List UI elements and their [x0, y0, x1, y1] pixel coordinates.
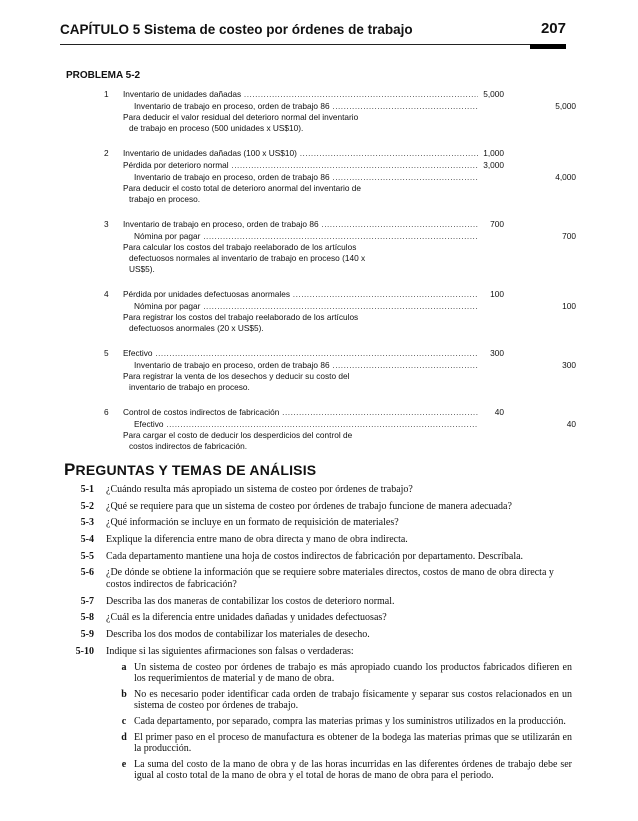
entry-explanation: [66, 430, 383, 452]
journal-line: [66, 230, 576, 242]
account-name: Pérdida por unidades defectuosas anormales .....: [123, 288, 478, 300]
account-name: Control de costos indirectos de fabricación .....: [123, 406, 478, 418]
questions-title-rest: REGUNTAS Y TEMAS DE ANÁLISIS: [75, 462, 317, 478]
question-number: 5-1: [80, 484, 94, 495]
debit-amount: 1,000: [483, 148, 504, 158]
explanation-line: Para cargar el costo de deducir los desperdicios del control de: [123, 430, 353, 440]
question-item: [62, 612, 572, 624]
entry-explanation: [66, 112, 383, 134]
journal-line: [66, 147, 576, 159]
journal-entry: [66, 218, 576, 275]
question-text: Describa las dos maneras de contabilizar los costos de deterioro normal.: [106, 595, 395, 607]
question-item: [62, 484, 572, 496]
explanation-line: Para deducir el costo total de deterioro anormal del inventario de: [123, 183, 361, 193]
question-number: 5-4: [80, 534, 94, 546]
statement-letter: a: [121, 662, 127, 674]
credit-amount: 40: [566, 419, 576, 429]
debit-amount: 40: [494, 407, 504, 417]
question-number: 5-9: [80, 629, 94, 640]
question-item: [62, 517, 572, 529]
questions-title-initial: P: [64, 460, 76, 479]
journal-line: [66, 100, 576, 112]
explanation-line: trabajo en proceso.: [129, 194, 201, 204]
question-number: 5-6: [80, 567, 94, 579]
account-name: Inventario de unidades dañadas (100 x US$10) .....: [123, 147, 478, 159]
statement-text: Un sistema de costeo por órdenes de trabajo es más apropiado cuando los productos fabricados difieren en los requerimientos de material y de mano de obra.: [134, 662, 572, 685]
statement-text: No es necesario poder identificar cada orden de trabajo físicamente y separar sus costos relacionados en un sistema de costeo por órdenes de trabajo.: [134, 689, 572, 712]
questions-section-title: [64, 460, 316, 480]
question-number: 5-3: [80, 517, 94, 529]
question-text: Indique si las siguientes afirmaciones son falsas o verdaderas:: [106, 645, 354, 657]
question-number: 5-5: [80, 550, 94, 562]
explanation-line: defectuosos anormales (20 x US$5).: [129, 323, 264, 333]
journal-line: [66, 218, 576, 230]
question-item: [62, 501, 572, 513]
page-header: [60, 20, 566, 60]
entry-explanation: [66, 312, 383, 334]
journal-entry: [66, 88, 576, 134]
question-number: 5-7: [80, 595, 94, 607]
journal-line: [66, 359, 576, 371]
entry-number: 1: [104, 89, 109, 99]
entry-number: 3: [104, 219, 109, 229]
question-text: Explique la diferencia entre mano de obra directa y mano de obra indirecta.: [106, 534, 408, 546]
explanation-line: costos indirectos de fabricación.: [129, 441, 248, 451]
journal-entry: [66, 147, 576, 205]
journal-entries: [66, 88, 576, 465]
debit-amount: 5,000: [483, 89, 504, 99]
question-item: [62, 629, 572, 641]
account-name: Nómina por pagar .....: [134, 230, 478, 242]
entry-number: 5: [104, 348, 109, 358]
credit-amount: 700: [562, 231, 576, 241]
debit-amount: 700: [490, 219, 504, 229]
journal-entry: [66, 347, 576, 393]
explanation-line: inventario de trabajo en proceso.: [129, 382, 250, 392]
credit-amount: 300: [562, 360, 576, 370]
statement-letter: c: [121, 716, 127, 728]
account-name: Efectivo .....: [123, 347, 478, 359]
account-name: Inventario de trabajo en proceso, orden de trabajo 86 .....: [123, 218, 478, 230]
question-number: 5-10: [75, 645, 94, 657]
question-text: Cada departamento mantiene una hoja de costos indirectos de fabricación por departamento. Descríbala.: [106, 550, 524, 562]
debit-amount: 100: [490, 289, 504, 299]
question-number: 5-8: [80, 612, 94, 624]
question-number: 5-2: [80, 500, 94, 512]
statement-item: [62, 732, 572, 754]
question-item: [62, 567, 572, 590]
question-item: [62, 596, 572, 608]
statement-letter: b: [121, 689, 127, 701]
statement-item: [62, 689, 572, 711]
credit-amount: 100: [562, 301, 576, 311]
account-name: Pérdida por deterioro normal .....: [123, 159, 478, 171]
account-name: Inventario de trabajo en proceso, orden de trabajo 86 .....: [134, 100, 478, 112]
statement-text: La suma del costo de la mano de obra y de las horas incurridas en las diferentes órdenes de trabajo debe ser igual al costo total de la mano de obra y el total de horas de mano de obra para el periodo.: [134, 759, 572, 782]
credit-amount: 5,000: [555, 101, 576, 111]
header-bar: [530, 44, 566, 49]
entry-number: 6: [104, 407, 109, 417]
account-name: Efectivo .....: [134, 418, 478, 430]
questions-list: [62, 484, 572, 786]
journal-line: [66, 300, 576, 312]
statement-text: Cada departamento, por separado, compra las materias primas y los suministros utilizados en la producción.: [134, 716, 566, 728]
statement-text: El primer paso en el proceso de manufactura es obtener de la bodega las materias primas que se utilizarán en la producción.: [134, 732, 572, 755]
entry-explanation: [66, 371, 383, 393]
journal-line: [66, 159, 576, 171]
journal-line: [66, 347, 576, 359]
question-text: ¿Cuándo resulta más apropiado un sistema de costeo por órdenes de trabajo?: [106, 484, 413, 495]
explanation-line: de trabajo en proceso (500 unidades x US$10).: [129, 123, 304, 133]
question-item: [62, 551, 572, 563]
account-name: Inventario de unidades dañadas .....: [123, 88, 478, 100]
question-text: Describa los dos modos de contabilizar los materiales de desecho.: [106, 629, 370, 640]
header-rule: [60, 44, 566, 45]
statement-letter: d: [121, 732, 127, 744]
account-name: Nómina por pagar .....: [134, 300, 478, 312]
journal-line: [66, 288, 576, 300]
statement-letter: e: [121, 759, 127, 771]
question-text: ¿Qué se requiere para que un sistema de costeo por órdenes de trabajo funcione de manera adecuada?: [106, 500, 512, 512]
journal-line: [66, 406, 576, 418]
question-text: ¿De dónde se obtiene la información que se requiere sobre materiales directos, costos de mano de obra directa y costos indirectos de fabricación?: [106, 567, 554, 590]
chapter-title: CAPÍTULO 5 Sistema de costeo por órdenes de trabajo: [60, 22, 413, 37]
explanation-line: Para calcular los costos del trabajo reelaborado de los artículos: [123, 242, 357, 252]
explanation-line: defectuosos normales al inventario de trabajo en proceso (140 x US$5).: [129, 253, 366, 274]
journal-line: [66, 88, 576, 100]
journal-entry: [66, 288, 576, 334]
entry-explanation: [66, 183, 383, 205]
explanation-line: Para registrar los costos del trabajo reelaborado de los artículos: [123, 312, 359, 322]
journal-line: [66, 418, 576, 430]
statement-item: [62, 759, 572, 781]
statement-item: [62, 716, 572, 727]
explanation-line: Para deducir el valor residual del deterioro normal del inventario: [123, 112, 359, 122]
question-item: [62, 646, 572, 658]
problem-label: PROBLEMA 5-2: [66, 70, 141, 81]
explanation-line: Para registrar la venta de los desechos y deducir su costo del: [123, 371, 350, 381]
question-item: [62, 534, 572, 546]
account-name: Inventario de trabajo en proceso, orden de trabajo 86 .....: [134, 171, 478, 183]
entry-explanation: [66, 242, 383, 275]
statement-item: [62, 662, 572, 684]
entry-number: 2: [104, 148, 109, 158]
question-text: ¿Cuál es la diferencia entre unidades dañadas y unidades defectuosas?: [106, 612, 387, 624]
journal-entry: [66, 406, 576, 452]
page-number: 207: [540, 20, 566, 37]
entry-number: 4: [104, 289, 109, 299]
debit-amount: 300: [490, 348, 504, 358]
credit-amount: 4,000: [555, 172, 576, 182]
debit-amount: 3,000: [483, 160, 504, 170]
question-text: ¿Qué información se incluye en un formato de requisición de materiales?: [106, 517, 399, 529]
account-name: Inventario de trabajo en proceso, orden de trabajo 86 .....: [134, 359, 478, 371]
journal-line: [66, 171, 576, 183]
